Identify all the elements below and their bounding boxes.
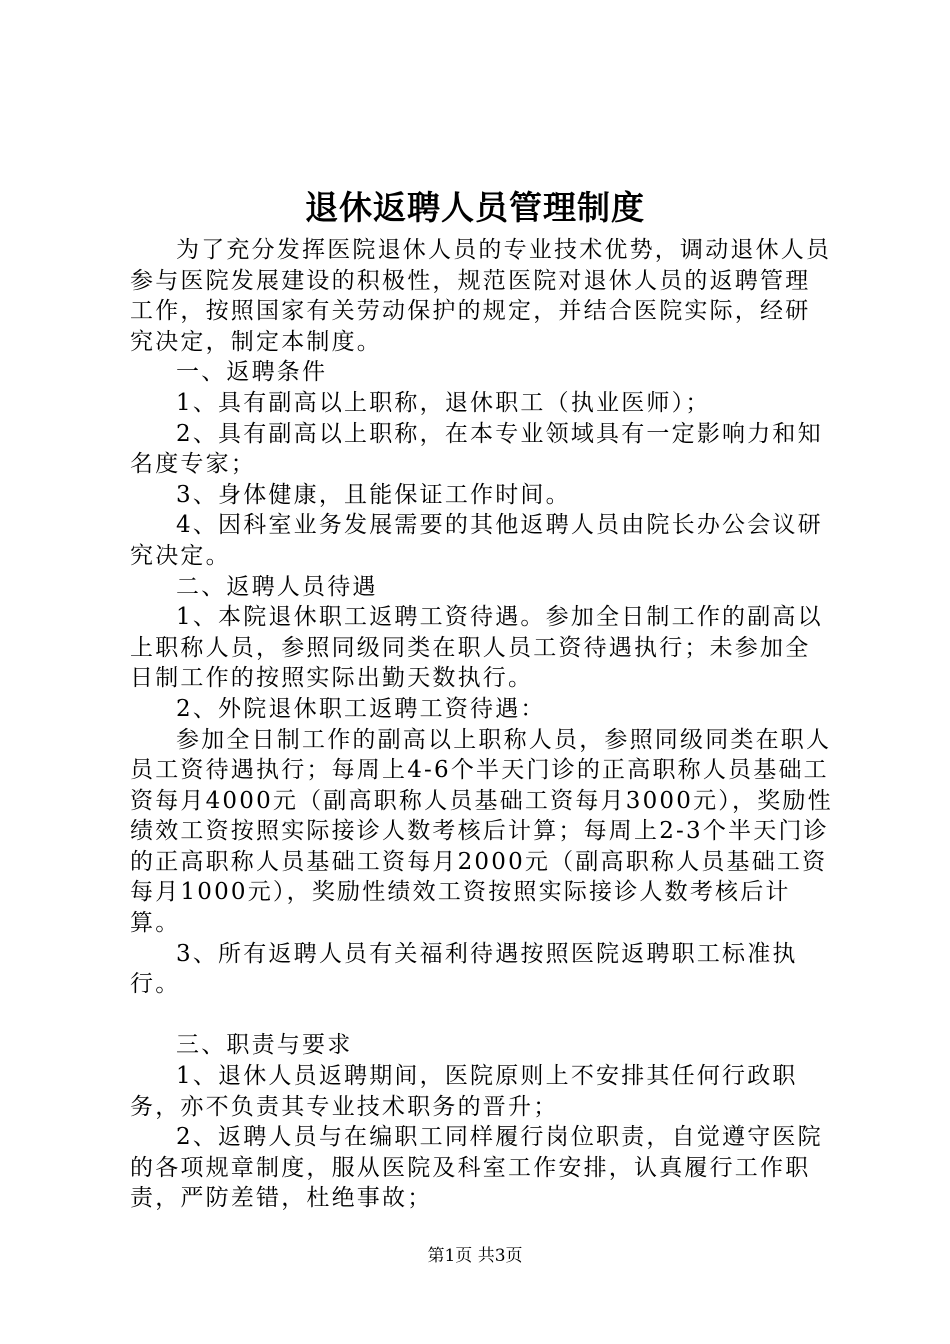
list-item: 1、退休人员返聘期间，医院原则上不安排其任何行政职务，亦不负责其专业技术职务的晋升； — [130, 1063, 798, 1120]
document-body — [130, 235, 835, 1214]
list-item: 2、外院退休职工返聘工资待遇： — [176, 695, 546, 722]
list-item: 1、本院退休职工返聘工资待遇。参加全日制工作的副高以上职称人员，参照同级同类在职人员工资待遇执行；未参加全日制工作的按照实际出勤天数执行。 — [130, 604, 823, 692]
list-item: 2、具有副高以上职称，在本专业领域具有一定影响力和知名度专家； — [130, 420, 823, 478]
list-item: 1、具有副高以上职称，退休职工（执业医师）； — [176, 389, 711, 416]
list-item: 3、身体健康，且能保证工作时间。 — [176, 481, 571, 508]
body-paragraph: 参加全日制工作的副高以上职称人员，参照同级同类在职人员工资待遇执行；每周上4-6个半天门诊的正高职称人员基础工资每月4000元（副高职称人员基础工资每月3000元），奖励性绩效工资按照实际接诊人数考核后计算；每周上2-3个半天门诊的正高职称人员基础工资每月2000元（副高职称人员基础工资每月1000元），奖励性绩效工资按照实际接诊人数考核后计算。 — [130, 726, 833, 937]
page-number: 第1页 共3页 — [427, 1246, 523, 1266]
list-item: 4、因科室业务发展需要的其他返聘人员由院长办公会议研究决定。 — [130, 512, 823, 569]
intro-paragraph: 为了充分发挥医院退休人员的专业技术优势，调动退休人员参与医院发展建设的积极性，规范医院对退休人员的返聘管理工作，按照国家有关劳动保护的规定，并结合医院实际，经研究决定，制定本制度。 — [130, 237, 832, 355]
section-heading-benefits: 二、返聘人员待遇 — [176, 573, 378, 600]
paragraph-spacer — [130, 1000, 835, 1031]
section-heading-duties: 三、职责与要求 — [176, 1032, 353, 1059]
list-item: 2、返聘人员与在编职工同样履行岗位职责，自觉遵守医院的各项规章制度，服从医院及科室工作安排，认真履行工作职责，严防差错，杜绝事故； — [130, 1124, 823, 1212]
list-item: 3、所有返聘人员有关福利待遇按照医院返聘职工标准执行。 — [130, 940, 798, 998]
section-heading-conditions: 一、返聘条件 — [176, 359, 328, 386]
document-title: 退休返聘人员管理制度 — [305, 188, 645, 227]
